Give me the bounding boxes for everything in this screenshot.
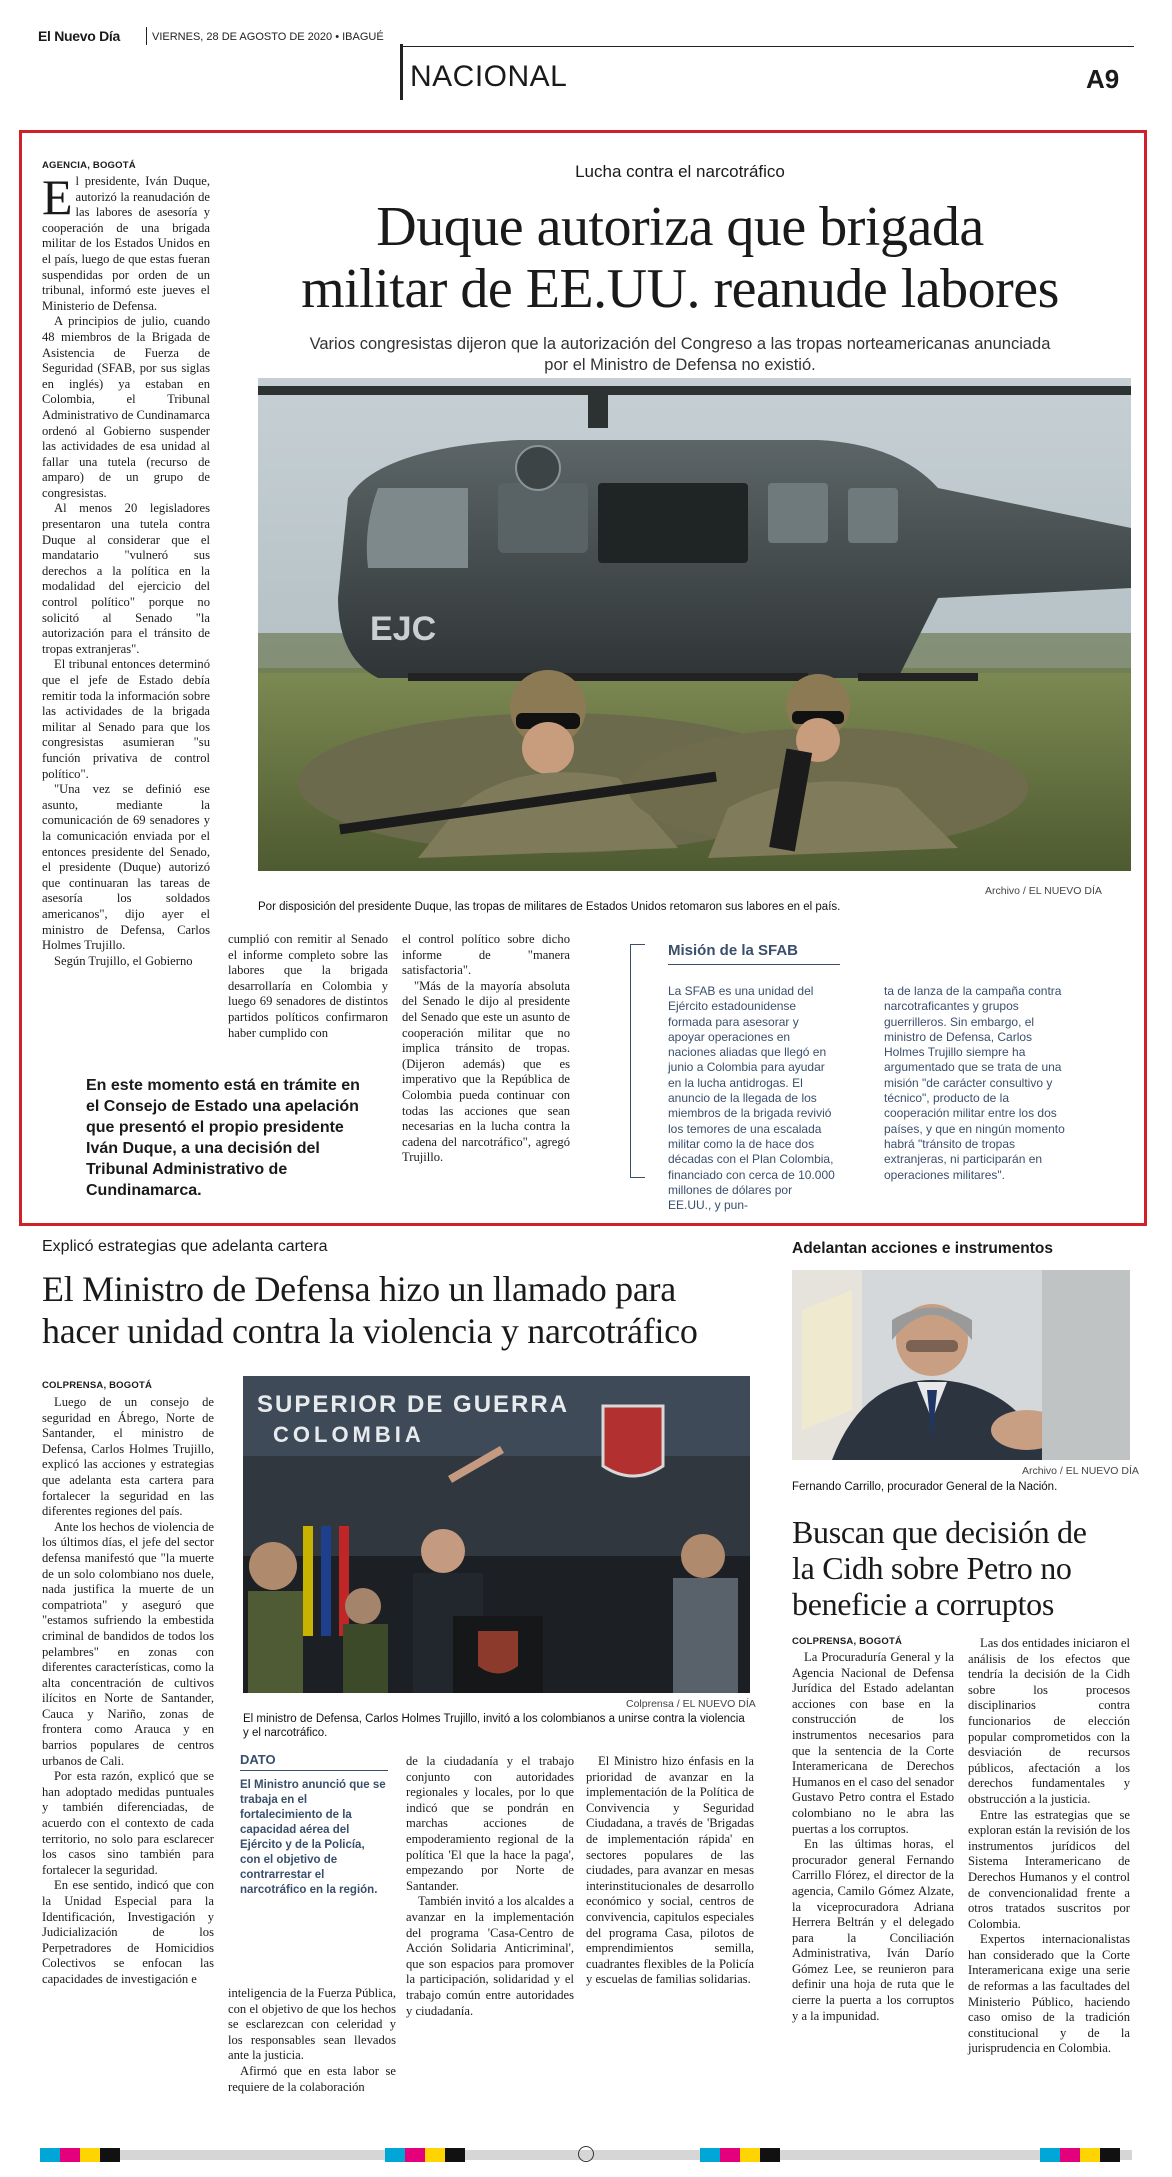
story2-paragraph: Ante los hechos de violencia de los últimos días, el jefe del sector defensa manifestó que "la muerte de un solo colombiano nos duele, nada justifica la muerte de un compatriota" y aseguró que "estamos sufriendo la embestida criminal de bandidos de todos los pelambres" en zonas con diferentes características, como la alta concentración de cultivos ilícitos en Norte de Santander, Cauca y Nariño, zonas de frontera como Arauca y en barrios populares de centros urbanos de Cali. bbox=[42, 1519, 214, 1768]
story2-photo-credit: Colprensa / EL NUEVO DÍA bbox=[626, 1698, 756, 1710]
story3-headline-line-2: la Cidh sobre Petro no bbox=[792, 1550, 1072, 1586]
main-col-2 bbox=[228, 932, 388, 1041]
main-paragraph: El tribunal entonces determinó que el jefe de Estado debía remitir toda la información sobre las actividades de la brigada militar al Senado para que los congresistas asumieran "su función privativa de control político". bbox=[42, 657, 210, 781]
subtitle-line-1: Varios congresistas dijeron que la autorización del Congreso a las tropas norteamericanas anunciada bbox=[309, 335, 1051, 353]
portrait-illustration bbox=[792, 1270, 1130, 1460]
story2-photo bbox=[243, 1376, 750, 1693]
headline-line-2: militar de EE.UU. reanude labores bbox=[301, 258, 1059, 320]
section-rule bbox=[400, 46, 1134, 47]
main-paragraph: Al menos 20 legisladores presentaron una tutela contra Duque al considerar que el mandatario "vulneró sus derechos a la política en la modalidad del ejercicio del control político" porque no solicitó al Senado "la autorización para el tránsito de tropas extranjeras". bbox=[42, 501, 210, 656]
cmyk-bar-right bbox=[1040, 2148, 1120, 2162]
story2-paragraph: Por esta razón, explicó que se han adoptado medidas puntuales y también diferenciadas, de acuerdo con el contexto de cada territorio, no solo para esclarecer los casos sino también para fortalecer la seguridad. bbox=[42, 1769, 214, 1877]
helicopter-illustration bbox=[258, 378, 1131, 871]
headline-line-1: Duque autoriza que brigada bbox=[376, 196, 984, 258]
story2-col-1 bbox=[42, 1395, 214, 1988]
main-kicker: Lucha contra el narcotráfico bbox=[575, 162, 785, 181]
dropcap: E bbox=[42, 169, 73, 225]
sfab-box-title-rule bbox=[668, 964, 840, 965]
story3-paragraph: Entre las estrategias que se exploran están la revisión de los instrumentos jurídicos del Sistema Interamericano de Derechos Humanos y el control de convencionalidad frente a otros tratados suscritos por Colombia. bbox=[968, 1807, 1130, 1931]
subtitle-line-2: por el Ministro de Defensa no existió. bbox=[544, 356, 816, 374]
story3-photo-caption: Fernando Carrillo, procurador General de la Nación. bbox=[792, 1481, 1058, 1493]
main-photo-caption: Por disposición del presidente Duque, las tropas de militares de Estados Unidos retomaron sus labores en el país. bbox=[258, 901, 841, 913]
story2-headline-line-1: El Ministro de Defensa hizo un llamado para bbox=[42, 1269, 676, 1309]
story2-dateline: COLPRENSA, BOGOTÁ bbox=[42, 1380, 153, 1391]
story3-photo-credit: Archivo / EL NUEVO DÍA bbox=[1022, 1465, 1139, 1477]
cmyk-bar-left bbox=[40, 2148, 120, 2162]
story3-headline-line-3: beneficie a corruptos bbox=[792, 1586, 1055, 1622]
story3-paragraph: En las últimas horas, el procurador general Fernando Carrillo Flórez, el director de la agencia, Camilo Gómez Alzate, la viceprocuradora Adriana Herrera Beltrán y el delegado para la Conciliación Administrativa, Iván Darío Gómez Lee, se reunieron para definir una hoja de ruta que le cierre la puerta a los corruptos y a la impunidad. bbox=[792, 1837, 954, 2023]
story2-paragraph: de la ciudadanía y el trabajo conjunto con autoridades regionales y locales, por lo que indicó que se pondrán en marchas acciones de empoderamiento regional de la política 'El que la hace la paga', empezando por Norte de Santander. bbox=[406, 1754, 574, 1893]
main-paragraph: el control político sobre dicho informe de "manera satisfactoria". bbox=[402, 932, 570, 978]
masthead-divider bbox=[146, 27, 147, 45]
ceremony-illustration bbox=[243, 1376, 750, 1693]
story2-headline bbox=[42, 1268, 802, 1352]
helicopter-marking: EJC bbox=[370, 610, 437, 648]
story2-col-3 bbox=[406, 1754, 574, 2019]
masthead-brand: El Nuevo Día bbox=[38, 28, 120, 44]
main-headline bbox=[225, 196, 1135, 320]
story2-paragraph: También invitó a los alcaldes a avanzar en la implementación del programa 'Casa-Centro de Acción Solidaria Anticriminal', que son espacios para promover la participación, solidaridad y el trabajo común entre autoridades y ciudadanía. bbox=[406, 1894, 574, 2018]
pull-quote: En este momento está en trámite en el Consejo de Estado una apelación que presentó el propio presidente Iván Duque, a una decisión del Tribunal Administrativo de Cundinamarca. bbox=[86, 1077, 360, 1199]
sfab-box-col-2: ta de lanza de la campaña contra narcotraficantes y grupos guerrilleros. Sin embargo, el ministro de Defensa, Carlos Holmes Trujillo siempre ha argumentado que se trata de una misión "de carácter consultivo y técnico", producto de la cooperación militar entre los dos países, y que en ningún momento habrá "tránsito de tropas extranjeras, ni participarán en operaciones militares". bbox=[884, 984, 1065, 1182]
cmyk-bar-mid-right bbox=[700, 2148, 780, 2162]
story2-paragraph: Afirmó que en esta labor se requiere de la colaboración bbox=[228, 2063, 396, 2094]
story3-col-2 bbox=[968, 1636, 1130, 2057]
photo-sign-line-1: SUPERIOR DE GUERRA bbox=[257, 1391, 570, 1418]
story2-col-4 bbox=[586, 1754, 754, 1988]
story2-paragraph: inteligencia de la Fuerza Pública, con el objetivo de que los hechos se esclarezcan con celeridad y los responsables sean llevados ante la justicia. bbox=[228, 1986, 396, 2063]
main-paragraph: "Una vez se definió ese asunto, mediante la comunicación de 69 senadores y la comunicación enviada por el entonces presidente del Senado, el presidente (Duque) autorizó que continuaran las tareas de asesoría los soldados americanos", dijo ayer el ministro de Defensa, Carlos Holmes Trujillo. bbox=[42, 782, 210, 953]
main-col-1 bbox=[42, 169, 210, 969]
dato-rule bbox=[240, 1770, 388, 1771]
section-title: NACIONAL bbox=[410, 60, 568, 93]
dato-title: DATO bbox=[240, 1752, 276, 1767]
main-paragraph: A principios de julio, cuando 48 miembros de la Brigada de Asistencia de Fuerza de Seguridad (SFAB, por sus siglas en inglés) ya estaban en Colombia, el Tribunal Administrativo de Cundinamarca ordenó al Gobierno suspender las actividades de esa unidad al fallar una tutela (recurso de amparo) de un grupo de congresistas. bbox=[42, 314, 210, 500]
story3-paragraph: Expertos internacionalistas han considerado que la Corte Interamericana exige una serie de reformas a las facultades del Ministerio Público, haciendo caso omiso de la tradición constitucional y de la jurisprudencia en Colombia. bbox=[968, 1932, 1130, 2056]
dato-text: El Ministro anunció que se trabaja en el fortalecimiento de la capacidad aérea del Ejército y de la Policía, con el objetivo de contrarrestar el narcotráfico en la región. bbox=[240, 1779, 386, 1896]
sfab-box-bracket bbox=[630, 944, 645, 1178]
story3-headline-line-1: Buscan que decisión de bbox=[792, 1514, 1087, 1550]
cmyk-bar-mid-left bbox=[385, 2148, 465, 2162]
main-paragraph: Según Trujillo, el Gobierno bbox=[54, 953, 193, 968]
main-paragraph: "Más de la mayoría absoluta del Senado le dijo al presidente del Senado que este un asunto de cooperación militar que no implica tránsito de tropas. (Dijeron además) que es imperativo que la República de Colombia pueda continuar con todas las acciones que sean necesarias en la lucha contra la cadena del narcotráfico", agregó Trujillo. bbox=[402, 978, 570, 1165]
main-col-3 bbox=[402, 932, 570, 1166]
story3-headline bbox=[792, 1514, 1132, 1622]
main-paragraph: l presidente, Iván Duque, autorizó la reanudación de las labores de asesoría y cooperación de una brigada militar de los Estados Unidos en el país, luego de que estas fueran suspendidas por orden de un tribunal, informó este jueves el Ministerio de Defensa. bbox=[42, 174, 210, 313]
story2-paragraph: Luego de un consejo de seguridad en Ábrego, Norte de Santander, el ministro de Defensa, Carlos Holmes Trujillo, explicó las acciones y estrategias que adelanta esta cartera para fortalecer la seguridad en las diferentes regiones del país. bbox=[42, 1395, 214, 1519]
main-subtitle bbox=[250, 334, 1110, 376]
section-bar bbox=[400, 44, 403, 100]
story2-headline-line-2: hacer unidad contra la violencia y narcotráfico bbox=[42, 1311, 698, 1351]
story2-col-2 bbox=[228, 1986, 396, 2095]
main-paragraph: cumplió con remitir al Senado el informe completo sobre las labores que la brigada desarrollaría en Colombia y luego 69 senadores de distintos partidos políticos confirmaron haber cumplido con bbox=[228, 932, 388, 1040]
registration-mark-icon bbox=[578, 2146, 594, 2162]
sfab-box-col-1: La SFAB es una unidad del Ejército estadounidense formada para asesorar y apoyar operaciones en naciones aliadas que llegó en junio a Colombia para ayudar en la lucha antidrogas. El anuncio de la llegada de los miembros de la brigada revivió los temores de una escalada militar como la de hace dos décadas con el Plan Colombia, financiado con cerca de 10.000 millones de dólares por EE.UU., y pun- bbox=[668, 984, 835, 1213]
main-dateline: AGENCIA, BOGOTÁ bbox=[42, 160, 136, 171]
story3-kicker: Adelantan acciones e instrumentos bbox=[792, 1240, 1053, 1257]
story2-paragraph: En ese sentido, indicó que con la Unidad Especial para la Identificación, Investigación y Judicialización de los Perpetradores de Homicidios Colectivos se enfocan las capacidades de investigación e bbox=[42, 1878, 214, 1986]
sfab-box-title: Misión de la SFAB bbox=[668, 942, 799, 959]
story2-kicker: Explicó estrategias que adelanta cartera bbox=[42, 1238, 328, 1255]
main-photo-credit: Archivo / EL NUEVO DÍA bbox=[985, 885, 1102, 897]
story3-paragraph: La Procuraduría General y la Agencia Nacional de Defensa Jurídica del Estado adelantan acciones con base en la construcción de los instrumentos necesarios para que la sentencia de la Corte Interamericana de Derechos Humanos en el caso del senador Gustavo Petro contra el Estado colombiano no le abra las puertas a los corruptos. bbox=[792, 1650, 954, 1836]
story3-paragraph: Las dos entidades iniciaron el análisis de los efectos que tendría la decisión de la Cidh sobre los procesos disciplinarios contra funcionarios de elección popular comprometidos con la desviación de recursos públicos, afectación a los derechos fundamentales y obstrucción a la justicia. bbox=[968, 1636, 1130, 1806]
story3-col-1 bbox=[792, 1650, 954, 2024]
issue-date: VIERNES, 28 DE AGOSTO DE 2020 • IBAGUÉ bbox=[152, 31, 384, 43]
page-number: A9 bbox=[1086, 64, 1120, 94]
photo-sign-line-2: COLOMBIA bbox=[273, 1422, 425, 1447]
story3-dateline: COLPRENSA, BOGOTÁ bbox=[792, 1636, 903, 1647]
story2-photo-caption: El ministro de Defensa, Carlos Holmes Trujillo, invitó a los colombianos a unirse contra la violencia y el narcotráfico. bbox=[243, 1713, 745, 1739]
main-photo bbox=[258, 378, 1131, 871]
story3-photo bbox=[792, 1270, 1130, 1460]
story2-paragraph: El Ministro hizo énfasis en la prioridad de avanzar en la implementación de la Política de Convivencia y Seguridad Ciudadana, a través de 'Brigadas de implementación rápida' en sectores populares de las ciudades, para avanzar en mesas interinstitucionales de desarrollo económico y social, centros de convivencia, capitulos especiales del programa Casa, pilotos de emprendimientos semilla, cuadrantes flexibles de la Policía y escuelas de familias solidarias. bbox=[586, 1754, 754, 1987]
